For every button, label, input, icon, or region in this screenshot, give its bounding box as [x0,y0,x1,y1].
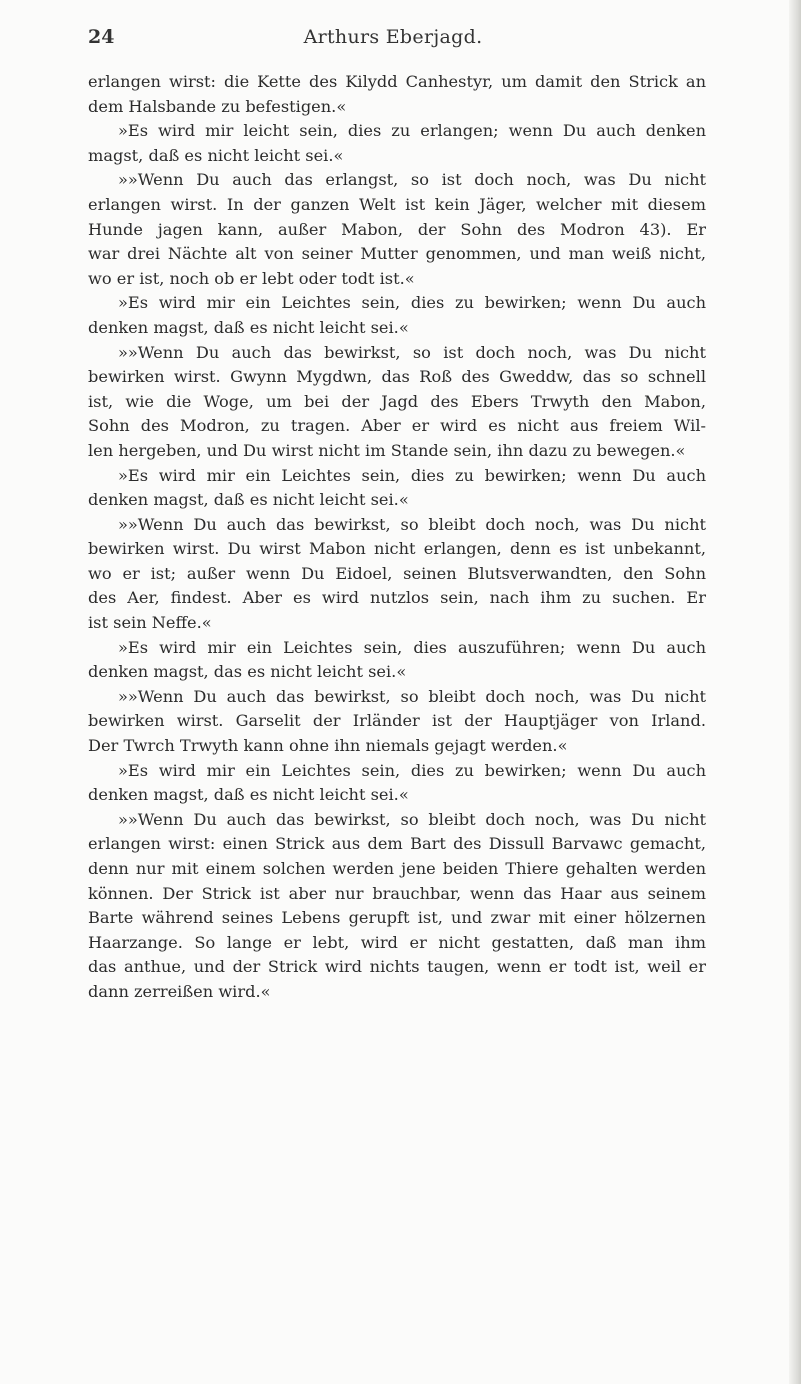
text-line: bewirken wirst. Gwynn Mygdwn, das Roß des Gweddw, das so schnell [88,367,706,387]
text-line: war drei Nächte alt von seiner Mutter genommen, und man weiß nicht, [88,244,706,264]
text-line: erlangen wirst. In der ganzen Welt ist kein Jäger, welcher mit diesem [88,194,706,214]
scan-page-edge [789,0,801,1384]
text-line: »»Wenn Du auch das bewirkst, so bleibt doch noch, was Du nicht [118,686,706,706]
running-title: Arthurs Eberjagd. [303,26,483,48]
text-line: »»Wenn Du auch das bewirkst, so bleibt doch noch, was Du nicht [118,514,706,534]
text-line: »Es wird mir leicht sein, dies zu erlangen; wenn Du auch denken [118,121,706,141]
text-line: erlangen wirst: einen Strick aus dem Bart des Dissull Barvawc gemacht, [88,834,706,854]
text-line: das anthue, und der Strick wird nichts taugen, wenn er todt ist, weil er [88,957,706,977]
text-line: des Aer, findest. Aber es wird nutzlos sein, nach ihm zu suchen. Er [88,588,706,608]
text-line: denken magst, daß es nicht leicht sei.« [88,490,409,510]
text-line: Sohn des Modron, zu tragen. Aber er wird es nicht aus freiem Wil- [88,416,706,436]
text-line: »Es wird mir ein Leichtes sein, dies auszuführen; wenn Du auch [118,637,706,657]
text-line: denn nur mit einem solchen werden jene beiden Thiere gehalten werden [88,859,706,878]
text-line: len hergeben, und Du wirst nicht im Stande sein, ihn dazu zu bewegen.« [88,440,686,460]
text-line: »Es wird mir ein Leichtes sein, dies zu bewirken; wenn Du auch [118,760,706,780]
text-line: ist, wie die Woge, um bei der Jagd des Ebers Trwyth den Mabon, [88,391,706,411]
text-line: »»Wenn Du auch das bewirkst, so bleibt doch noch, was Du nicht [118,809,706,829]
text-line: Der Twrch Trwyth kann ohne ihn niemals gejagt werden.« [88,736,568,756]
text-line: wo er ist, noch ob er lebt oder todt ist.« [88,268,415,288]
text-line: »»Wenn Du auch das erlangst, so ist doch noch, was Du nicht [118,170,706,190]
text-line: Hunde jagen kann, außer Mabon, der Sohn des Modron 43). Er [88,219,706,239]
body-text [88,70,706,1005]
text-line: denken magst, daß es nicht leicht sei.« [88,317,409,337]
text-line: »»Wenn Du auch das bewirkst, so ist doch noch, was Du nicht [118,342,706,362]
text-line: dem Halsbande zu befestigen.« [88,96,347,116]
text-line: denken magst, das es nicht leicht sei.« [88,662,407,682]
text-line: wo er ist; außer wenn Du Eidoel, seinen Blutsverwandten, den Sohn [88,563,706,583]
text-line: können. Der Strick ist aber nur brauchbar, wenn das Haar aus seinem [88,883,706,903]
text-line: Barte während seines Lebens gerupft ist, und zwar mit einer hölzernen [88,908,706,928]
text-line: magst, daß es nicht leicht sei.« [88,145,344,165]
page-header [88,26,698,54]
text-line: erlangen wirst: die Kette des Kilydd Canhestyr, um damit den Strick an [88,72,706,91]
text-line: denken magst, daß es nicht leicht sei.« [88,785,409,805]
text-line: »Es wird mir ein Leichtes sein, dies zu bewirken; wenn Du auch [118,293,706,313]
text-line: bewirken wirst. Garselit der Irländer ist der Hauptjäger von Irland. [88,711,706,731]
text-line: dann zerreißen wird.« [88,981,271,1001]
text-line: ist sein Neffe.« [88,613,212,633]
text-line: Haarzange. So lange er lebt, wird er nicht gestatten, daß man ihm [88,932,706,952]
text-line: bewirken wirst. Du wirst Mabon nicht erlangen, denn es ist unbekannt, [88,539,706,559]
text-line: »Es wird mir ein Leichtes sein, dies zu bewirken; wenn Du auch [118,465,706,485]
page-number: 24 [88,26,115,48]
